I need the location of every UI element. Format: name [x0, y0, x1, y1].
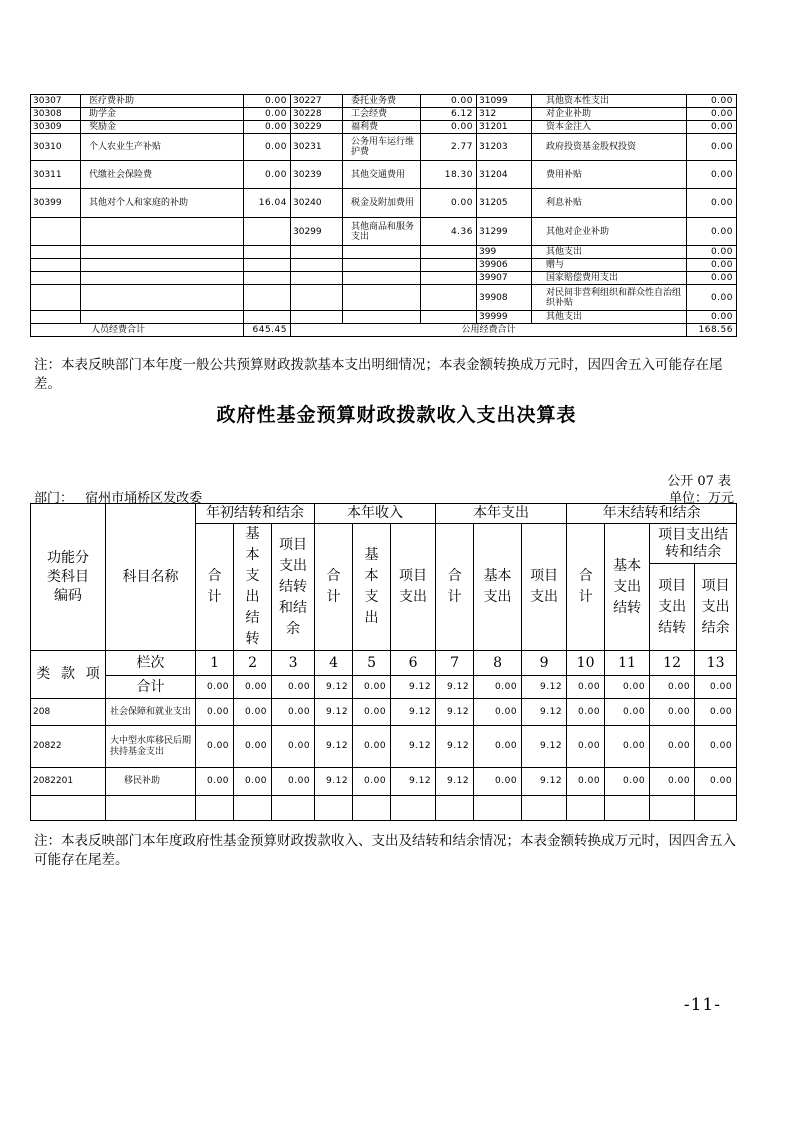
dept-name: 宿州市埇桥区发改委 [85, 491, 203, 506]
public-total-value: 168.56 [687, 324, 737, 337]
table-cell [291, 259, 343, 272]
table-cell [31, 218, 81, 246]
total-value: 9.12 [522, 676, 567, 699]
table-cell: 30311 [31, 161, 81, 189]
table-cell: 30227 [291, 95, 343, 108]
value-cell: 0.00 [695, 768, 737, 796]
kuan-label: 款 [56, 651, 81, 699]
table-cell [81, 272, 244, 285]
table-cell [291, 285, 343, 311]
value-cell: 0.00 [605, 726, 650, 768]
table-cell [81, 246, 244, 259]
lanci-label: 栏次 [106, 651, 196, 676]
total-value: 0.00 [234, 676, 272, 699]
value-cell: 0.00 [650, 726, 695, 768]
table-cell: 31299 [477, 218, 532, 246]
total-value: 0.00 [272, 676, 315, 699]
table-cell: 0.00 [687, 108, 737, 121]
table-cell [421, 311, 477, 324]
table-cell: 31201 [477, 121, 532, 134]
table-cell: 其他资本性支出 [532, 95, 687, 108]
table-cell: 费用补贴 [532, 161, 687, 189]
col-code-header [31, 504, 106, 651]
table-cell: 0.00 [244, 134, 291, 161]
table-cell [81, 259, 244, 272]
table-cell: 福利费 [343, 121, 421, 134]
value-cell: 9.12 [315, 768, 353, 796]
table-row [31, 285, 737, 311]
sub-jiben-jiezhuan-4-text: 基本支出结转 [613, 557, 642, 616]
empty-row [31, 796, 737, 821]
table-cell: 其他支出 [532, 311, 687, 324]
subject-name: 大中型水库移民后期扶持基金支出 [106, 726, 196, 768]
table-cell: 个人农业生产补贴 [81, 134, 244, 161]
table-cell: 30310 [31, 134, 81, 161]
table-cell: 0.00 [687, 272, 737, 285]
value-cell: 0.00 [474, 726, 522, 768]
sub-xiangmu-group-4 [650, 524, 737, 564]
personnel-total-value: 645.45 [244, 324, 291, 337]
value-cell: 0.00 [695, 726, 737, 768]
table-cell [291, 246, 343, 259]
value-cell: 0.00 [353, 726, 391, 768]
value-cell: 0.00 [650, 699, 695, 726]
value-cell: 9.12 [436, 768, 474, 796]
sub-heji-3 [436, 524, 474, 651]
table-cell: 30240 [291, 189, 343, 218]
table-cell: 39907 [477, 272, 532, 285]
table-cell: 30399 [31, 189, 81, 218]
value-cell: 0.00 [196, 699, 234, 726]
sub-heji-2-text: 合计 [326, 568, 341, 605]
value-cell: 0.00 [272, 699, 315, 726]
table-cell [244, 285, 291, 311]
group-header-3: 本年支出 [436, 504, 567, 524]
group-header-1: 年初结转和结余 [196, 504, 315, 524]
table-cell: 其他支出 [532, 246, 687, 259]
value-cell: 9.12 [522, 726, 567, 768]
page-number: -11- [683, 995, 721, 1015]
col-num: 12 [650, 651, 695, 676]
table-cell: 0.00 [421, 95, 477, 108]
sub-xiangmu-jiezhuan-text: 项目支出结转 [658, 577, 687, 636]
value-cell: 0.00 [272, 768, 315, 796]
total-value: 0.00 [567, 676, 605, 699]
subject-code: 208 [31, 699, 106, 726]
table-cell: 医疗费补助 [81, 95, 244, 108]
table-cell [244, 246, 291, 259]
table-cell: 31203 [477, 134, 532, 161]
table-cell: 0.00 [244, 108, 291, 121]
value-cell: 9.12 [436, 699, 474, 726]
table-cell [421, 272, 477, 285]
col-num: 5 [353, 651, 391, 676]
col-num: 10 [567, 651, 605, 676]
table-cell: 0.00 [687, 189, 737, 218]
table-row [31, 311, 737, 324]
total-value: 9.12 [315, 676, 353, 699]
gov-fund-table [30, 503, 737, 821]
gov-fund-body [31, 699, 737, 796]
value-cell: 0.00 [234, 726, 272, 768]
table-cell: 0.00 [244, 121, 291, 134]
table-cell: 其他商品和服务支出 [343, 218, 421, 246]
table-cell [421, 285, 477, 311]
total-value: 0.00 [196, 676, 234, 699]
value-cell: 0.00 [650, 768, 695, 796]
table-row [31, 121, 737, 134]
table-cell: 6.12 [421, 108, 477, 121]
value-cell: 0.00 [567, 699, 605, 726]
value-cell: 0.00 [605, 699, 650, 726]
table-cell [31, 259, 81, 272]
table-cell: 0.00 [687, 134, 737, 161]
lanci-row [31, 651, 737, 676]
table-cell: 对企业补助 [532, 108, 687, 121]
note-gov-fund: 注：本表反映部门本年度政府性基金预算财政拨款收入、支出及结转和结余情况；本表金额转换成万元时，因四舍五入可能存在尾差。 [34, 833, 736, 868]
public-total-label: 公用经费合计 [291, 324, 687, 337]
table-cell: 政府投资基金股权投资 [532, 134, 687, 161]
total-row [31, 324, 737, 337]
sub-xiangmu-3 [522, 524, 567, 651]
value-cell: 0.00 [695, 699, 737, 726]
sub-jiben-2 [353, 524, 391, 651]
col-num: 1 [196, 651, 234, 676]
lei-label: 类 [31, 651, 56, 699]
table-row [31, 108, 737, 121]
sub-xiangmu-2-text: 项目支出 [399, 568, 428, 605]
basic-expenditure-body [31, 95, 737, 324]
sub-xiangmu-1 [272, 524, 315, 651]
table-row [31, 95, 737, 108]
sub-xiangmu-jieyu-text: 项目支出结余 [701, 577, 730, 636]
note-basic-expenditure: 注：本表反映部门本年度一般公共预算财政拨款基本支出明细情况；本表金额转换成万元时，因四舍五入可能存在尾差。 [34, 357, 723, 392]
col-name-header: 科目名称 [106, 504, 196, 651]
personnel-total-label: 人员经费合计 [31, 324, 244, 337]
table-cell: 0.00 [421, 189, 477, 218]
table-cell: 30229 [291, 121, 343, 134]
table-cell: 30239 [291, 161, 343, 189]
sub-jiben-2-text: 基本支出 [364, 547, 379, 626]
table-cell: 16.04 [244, 189, 291, 218]
table-cell [81, 311, 244, 324]
value-cell: 0.00 [474, 768, 522, 796]
value-cell: 0.00 [353, 699, 391, 726]
col-num: 8 [474, 651, 522, 676]
sub-heji-1 [196, 524, 234, 651]
value-cell: 0.00 [567, 768, 605, 796]
value-cell: 9.12 [315, 726, 353, 768]
value-cell: 9.12 [436, 726, 474, 768]
total-value: 0.00 [695, 676, 737, 699]
total-value: 0.00 [353, 676, 391, 699]
total-value: 0.00 [474, 676, 522, 699]
table-cell: 资本金注入 [532, 121, 687, 134]
table-cell: 39908 [477, 285, 532, 311]
col-num: 11 [605, 651, 650, 676]
table-cell: 30308 [31, 108, 81, 121]
value-cell: 0.00 [272, 726, 315, 768]
table-cell [343, 272, 421, 285]
sub-jiben-jiezhuan-1-text: 基本支出结转 [245, 526, 260, 647]
value-cell: 0.00 [353, 768, 391, 796]
table-cell [81, 285, 244, 311]
table-title: 政府性基金预算财政拨款收入支出决算表 [216, 404, 577, 426]
basic-expenditure-table [30, 94, 737, 337]
table-row [31, 134, 737, 161]
subject-code: 20822 [31, 726, 106, 768]
table-cell: 4.36 [421, 218, 477, 246]
table-cell: 助学金 [81, 108, 244, 121]
table-cell: 30309 [31, 121, 81, 134]
total-value: 9.12 [436, 676, 474, 699]
table-cell: 31205 [477, 189, 532, 218]
col-num: 2 [234, 651, 272, 676]
value-cell: 9.12 [315, 699, 353, 726]
table-row [31, 726, 737, 768]
col-num: 7 [436, 651, 474, 676]
table-cell: 赠与 [532, 259, 687, 272]
table-cell: 0.00 [687, 218, 737, 246]
col-num: 9 [522, 651, 567, 676]
table-row [31, 246, 737, 259]
table-row [31, 161, 737, 189]
table-cell: 30307 [31, 95, 81, 108]
sub-jiben-jiezhuan-1 [234, 524, 272, 651]
table-cell [291, 311, 343, 324]
group-header-4: 年末结转和结余 [567, 504, 737, 524]
sub-xiangmu-3-text: 项目支出 [530, 568, 559, 605]
table-cell: 30228 [291, 108, 343, 121]
total-value: 0.00 [650, 676, 695, 699]
table-cell: 0.00 [421, 121, 477, 134]
xiang-label: 项 [81, 651, 106, 699]
value-cell: 9.12 [391, 699, 436, 726]
table-cell: 对民间非营利组织和群众性自治组织补贴 [532, 285, 687, 311]
table-cell [31, 246, 81, 259]
dept-label: 部门： [34, 491, 74, 506]
table-cell: 0.00 [687, 121, 737, 134]
table-cell: 39906 [477, 259, 532, 272]
table-number: 公开 07 表 [667, 474, 731, 489]
table-cell: 39999 [477, 311, 532, 324]
table-cell: 其他对个人和家庭的补助 [81, 189, 244, 218]
table-cell: 31204 [477, 161, 532, 189]
table-cell: 0.00 [687, 161, 737, 189]
table-cell: 0.00 [244, 95, 291, 108]
table-cell: 0.00 [687, 259, 737, 272]
table-cell: 0.00 [687, 311, 737, 324]
table-row [31, 259, 737, 272]
sub-xiangmu-jieyu [695, 564, 737, 651]
table-cell [31, 311, 81, 324]
table-cell: 工会经费 [343, 108, 421, 121]
total-value: 0.00 [605, 676, 650, 699]
table-cell [343, 311, 421, 324]
value-cell: 0.00 [234, 768, 272, 796]
table-cell: 30231 [291, 134, 343, 161]
sub-heji-3-text: 合计 [447, 568, 462, 605]
table-cell [421, 246, 477, 259]
table-cell: 0.00 [244, 161, 291, 189]
table-cell: 其他交通费用 [343, 161, 421, 189]
group-header-2: 本年收入 [315, 504, 436, 524]
subject-name: 社会保障和就业支出 [106, 699, 196, 726]
value-cell: 0.00 [234, 699, 272, 726]
table-cell: 399 [477, 246, 532, 259]
header-row-1 [31, 504, 737, 524]
value-cell: 0.00 [567, 726, 605, 768]
value-cell: 9.12 [391, 768, 436, 796]
col-num: 4 [315, 651, 353, 676]
total-label: 合计 [106, 676, 196, 699]
table-cell [244, 259, 291, 272]
table-cell: 30299 [291, 218, 343, 246]
sub-heji-4-text: 合计 [578, 568, 593, 605]
table-row [31, 272, 737, 285]
sub-xiangmu-jiezhuan [650, 564, 695, 651]
total-row-2 [31, 676, 737, 699]
col-num: 6 [391, 651, 436, 676]
unit-label: 单位：万元 [668, 491, 734, 506]
sub-heji-1-text: 合计 [207, 568, 222, 605]
table-cell: 312 [477, 108, 532, 121]
subject-code: 2082201 [31, 768, 106, 796]
value-cell: 9.12 [522, 699, 567, 726]
value-cell: 9.12 [391, 726, 436, 768]
table-cell: 0.00 [687, 246, 737, 259]
col-code-text: 功能分类科目编码 [47, 549, 90, 604]
sub-xiangmu-2 [391, 524, 436, 651]
table-cell [343, 246, 421, 259]
table-cell [81, 218, 244, 246]
table-cell [244, 218, 291, 246]
table-cell: 0.00 [687, 285, 737, 311]
table-cell: 2.77 [421, 134, 477, 161]
table-row [31, 699, 737, 726]
value-cell: 0.00 [196, 768, 234, 796]
table-cell: 18.30 [421, 161, 477, 189]
sub-jiben-3-text: 基本支出 [483, 568, 512, 605]
sub-jiben-jiezhuan-4 [605, 524, 650, 651]
sub-jiben-3 [474, 524, 522, 651]
total-value: 9.12 [391, 676, 436, 699]
sub-heji-2 [315, 524, 353, 651]
table-cell [421, 259, 477, 272]
table-cell: 税金及附加费用 [343, 189, 421, 218]
value-cell: 0.00 [474, 699, 522, 726]
sub-xiangmu-1-text: 项目支出结转和结余 [279, 536, 308, 637]
subject-name: 移民补助 [106, 768, 196, 796]
table-cell [244, 272, 291, 285]
table-cell: 奖励金 [81, 121, 244, 134]
table-row [31, 218, 737, 246]
table-cell [291, 272, 343, 285]
col-num: 3 [272, 651, 315, 676]
table-cell: 国家赔偿费用支出 [532, 272, 687, 285]
table-cell: 利息补贴 [532, 189, 687, 218]
table-cell: 代缴社会保险费 [81, 161, 244, 189]
table-cell: 委托业务费 [343, 95, 421, 108]
table-row [31, 189, 737, 218]
table-cell: 其他对企业补助 [532, 218, 687, 246]
table-cell [343, 259, 421, 272]
table-cell: 0.00 [687, 95, 737, 108]
value-cell: 0.00 [196, 726, 234, 768]
table-row [31, 768, 737, 796]
table-cell [31, 285, 81, 311]
table-cell [244, 311, 291, 324]
sub-heji-4 [567, 524, 605, 651]
col-num: 13 [695, 651, 737, 676]
table-cell [343, 285, 421, 311]
value-cell: 9.12 [522, 768, 567, 796]
table-cell: 31099 [477, 95, 532, 108]
table-cell: 公务用车运行维护费 [343, 134, 421, 161]
sub-xiangmu-group-4-text: 项目支出结转和结余 [658, 526, 729, 560]
value-cell: 0.00 [605, 768, 650, 796]
table-cell [31, 272, 81, 285]
